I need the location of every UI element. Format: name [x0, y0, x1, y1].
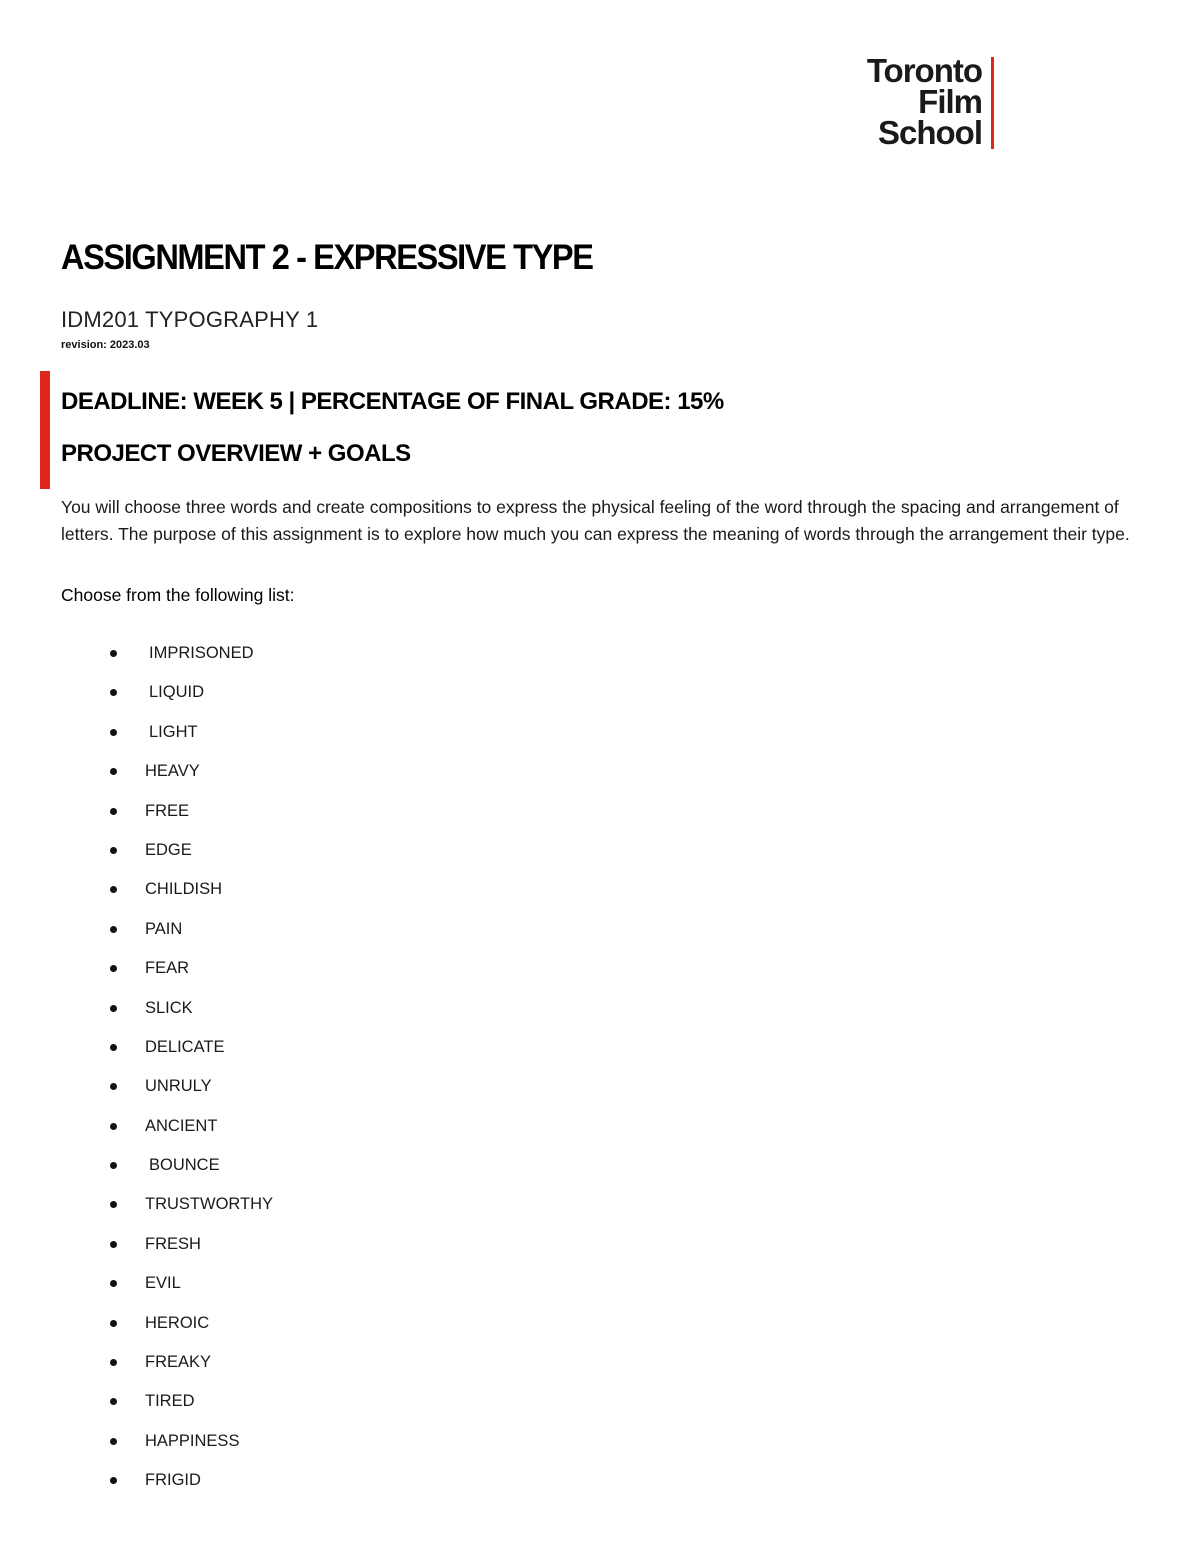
word-label: HEAVY	[145, 762, 200, 781]
logo-line-1: Toronto	[866, 52, 982, 89]
deadline-heading: DEADLINE: WEEK 5 | PERCENTAGE OF FINAL GRADE: 15%	[61, 388, 724, 415]
word-label: FRESH	[145, 1234, 201, 1253]
bullet-icon	[110, 768, 117, 775]
word-label: DELICATE	[145, 1037, 225, 1056]
logo-line-3: School	[877, 114, 982, 151]
word-label: PAIN	[145, 919, 183, 938]
word-label: FEAR	[145, 959, 190, 978]
word-label: FREAKY	[145, 1353, 212, 1372]
word-label: FRIGID	[145, 1471, 201, 1490]
bullet-icon	[110, 650, 117, 657]
bullet-icon	[110, 1005, 117, 1012]
bullet-icon	[110, 965, 117, 972]
word-label: HEROIC	[145, 1313, 210, 1332]
choose-label: Choose from the following list:	[61, 585, 295, 605]
bullet-icon	[110, 926, 117, 933]
word-label: ANCIENT	[145, 1116, 218, 1135]
section-accent-bar	[40, 371, 50, 489]
word-label: FREE	[145, 801, 190, 820]
word-label: CHILDISH	[145, 880, 223, 899]
bullet-icon	[110, 1083, 117, 1090]
bullet-icon	[110, 1477, 117, 1484]
overview-paragraph: You will choose three words and create compositions to express the physical feeling of the word through the spacing and arrangement of letters. The purpose of this assignment is to explore how much you can express the meaning of words through the arrangement their type.	[61, 497, 1130, 544]
bullet-icon	[110, 1162, 117, 1169]
word-label: BOUNCE	[149, 1156, 220, 1175]
bullet-icon	[110, 886, 117, 893]
bullet-icon	[110, 1123, 117, 1130]
bullet-icon	[110, 689, 117, 696]
bullet-icon	[110, 1398, 117, 1405]
word-label: IMPRISONED	[149, 644, 254, 662]
bullet-icon	[110, 1241, 117, 1248]
word-label: EVIL	[145, 1274, 181, 1293]
bullet-icon	[110, 847, 117, 854]
bullet-icon	[110, 1438, 117, 1445]
word-label: LIGHT	[149, 722, 198, 741]
word-label: SLICK	[145, 998, 193, 1017]
bullet-icon	[110, 808, 117, 815]
word-label: LIQUID	[149, 683, 205, 702]
bullet-icon	[110, 1044, 117, 1051]
word-label: UNRULY	[145, 1077, 212, 1096]
revision-label: revision: 2023.03	[61, 339, 150, 351]
overview-heading: PROJECT OVERVIEW + GOALS	[61, 440, 411, 467]
bullet-icon	[110, 1320, 117, 1327]
course-code: IDM201 TYPOGRAPHY 1	[61, 307, 319, 332]
logo-accent-bar	[991, 57, 994, 149]
word-label: HAPPINESS	[145, 1431, 240, 1450]
school-logo	[844, 52, 994, 151]
logo-line-2: Film	[918, 83, 982, 120]
word-label: EDGE	[145, 840, 192, 859]
bullet-icon	[110, 1201, 117, 1208]
bullet-icon	[110, 1359, 117, 1366]
bullet-icon	[110, 1280, 117, 1287]
word-label: TIRED	[145, 1392, 195, 1411]
page-title: ASSIGNMENT 2 - EXPRESSIVE TYPE	[61, 238, 593, 277]
bullet-icon	[110, 729, 117, 736]
logo-wordmark	[866, 52, 982, 151]
word-label: TRUSTWORTHY	[145, 1195, 274, 1214]
